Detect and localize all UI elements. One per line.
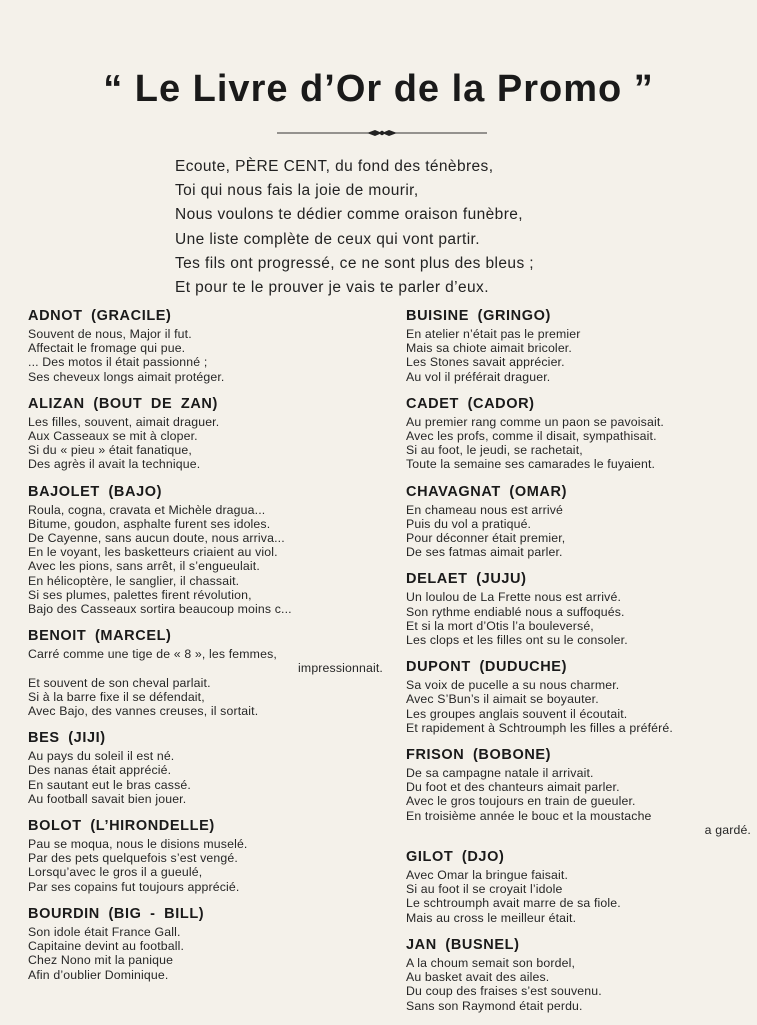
entry-frison	[406, 747, 751, 837]
entry-name: CADET (CADOR)	[406, 395, 535, 412]
entry-buisine	[406, 308, 751, 384]
entry-line: Au pays du soleil il est né.	[28, 749, 175, 764]
entry-line: Sa voix de pucelle a su nous charmer.	[406, 678, 620, 693]
entry-line: Et souvent de son cheval parlait.	[28, 675, 211, 690]
entry-line: De ses fatmas aimait parler.	[406, 545, 563, 560]
entry-line: Bajo des Casseaux sortira beaucoup moins c...	[28, 602, 292, 617]
entry-line: En sautant eut le bras cassé.	[28, 777, 191, 792]
entry-benoit	[28, 628, 383, 718]
entry-bajolet	[28, 484, 383, 617]
entry-line: Les groupes anglais souvent il écoutait.	[406, 706, 628, 721]
entry-line: De sa campagne natale il arrivait.	[406, 766, 594, 781]
entry-line: Pour déconner était premier,	[406, 531, 566, 546]
entry-line: Du coup des fraises s’est souvenu.	[406, 984, 602, 999]
entry-line: Si au foot il se croyait l’idole	[406, 882, 563, 897]
entry-line: a gardé.	[704, 822, 751, 837]
entry-line: En chameau nous est arrivé	[406, 502, 564, 517]
entry-jan	[406, 937, 751, 1013]
entry-line: Et si la mort d’Otis l’a bouleversé,	[406, 618, 594, 633]
entry-name: ALIZAN (BOUT DE ZAN)	[28, 395, 218, 412]
entry-line: Carré comme une tige de « 8 », les femmes,	[28, 647, 277, 662]
entry-name: CHAVAGNAT (OMAR)	[406, 483, 567, 500]
entry-line: Les filles, souvent, aimait draguer.	[28, 414, 220, 429]
entry-line: Par ses copains fut toujours apprécié.	[28, 879, 240, 894]
entry-gilot	[406, 849, 751, 925]
entry-name: BOURDIN (BIG - BILL)	[28, 905, 205, 922]
entry-line: Pau se moqua, nous le disions muselé.	[28, 837, 248, 852]
entry-line: Les clops et les filles ont su le consoler.	[406, 633, 628, 648]
entry-line: Mais sa chiote aimait bricoler.	[406, 341, 572, 356]
entry-dupont	[406, 659, 751, 735]
poem-line: Tes fils ont progressé, ce ne sont plus des bleus ;	[175, 254, 535, 272]
entry-line: En le voyant, les basketteurs criaient au viol.	[28, 545, 278, 560]
entry-line: Au premier rang comme un paon se pavoisait.	[406, 414, 664, 429]
entry-name: GILOT (DJO)	[406, 849, 505, 866]
entry-line: Si au foot, le jeudi, se rachetait,	[406, 443, 583, 458]
entry-line: Puis du vol a pratiqué.	[406, 516, 532, 531]
entry-chavagnat	[406, 484, 751, 560]
entry-adnot	[28, 308, 383, 384]
entry-alizan	[28, 396, 383, 472]
entry-line: ... Des motos il était passionné ;	[28, 355, 208, 370]
entry-line: Capitaine devint au football.	[28, 939, 185, 954]
entry-line: Un loulou de La Frette nous est arrivé.	[406, 590, 622, 605]
right-column	[406, 308, 751, 1025]
entry-line: Chez Nono mit la panique	[28, 953, 174, 968]
entry-line: Affectait le fromage qui pue.	[28, 341, 186, 356]
entry-line: Bitume, goudon, asphalte furent ses idoles.	[28, 516, 271, 531]
entry-line: Sans son Raymond était perdu.	[406, 998, 583, 1013]
entry-line: Si du « pieu » était fanatique,	[28, 443, 192, 458]
entry-line: Lorsqu’avec le gros il a gueulé,	[28, 865, 203, 880]
entry-line: Avec Bajo, des vannes creuses, il sortait.	[28, 704, 259, 719]
entry-name: BOLOT (L’HIRONDELLE)	[28, 818, 215, 835]
entry-cadet	[406, 396, 751, 472]
entry-line: En hélicoptère, le sanglier, il chassait.	[28, 573, 240, 588]
entry-line: Des agrès il avait la technique.	[28, 457, 201, 472]
entry-line: Avec les profs, comme il disait, sympathisait.	[406, 429, 657, 444]
entry-line: Avec les pions, sans arrêt, il s’engueulait.	[28, 559, 260, 574]
entry-line: Au basket avait des ailes.	[406, 970, 550, 985]
entry-line: Au football savait bien jouer.	[28, 791, 187, 806]
entry-line: Roula, cogna, cravata et Michèle dragua...	[28, 502, 266, 517]
entry-line: Au vol il préférait draguer.	[406, 369, 551, 384]
entry-line: Aux Casseaux se mit à cloper.	[28, 429, 198, 444]
entry-line: En troisième année le bouc et la moustache	[406, 808, 652, 823]
entry-line: Toute la semaine ses camarades le fuyaient.	[406, 457, 656, 472]
entry-name: DUPONT (DUDUCHE)	[406, 659, 568, 676]
entry-line: En atelier n’était pas le premier	[406, 327, 581, 341]
entry-bolot	[28, 818, 383, 894]
entry-line: Par des pets quelquefois s’est vengé.	[28, 851, 238, 866]
entry-line: Le schtroumph avait marre de sa fiole.	[406, 896, 621, 911]
entry-line: A la choum semait son bordel,	[406, 955, 576, 970]
entry-line: Avec le gros toujours en train de gueuler.	[406, 794, 636, 809]
poem-line: Toi qui nous fais la joie de mourir,	[175, 182, 419, 200]
entry-line: Avec S’Bun’s il aimait se boyauter.	[406, 692, 599, 707]
entry-line: Afin d’oublier Dominique.	[28, 967, 169, 982]
entry-name: DELAET (JUJU)	[406, 571, 527, 588]
entry-line: Les Stones savait apprécier.	[406, 355, 565, 370]
entry-line: Ses cheveux longs aimait protéger.	[28, 369, 225, 384]
entry-name: JAN (BUSNEL)	[406, 936, 520, 953]
entry-line: Son rythme endiablé nous a suffoqués.	[406, 604, 625, 619]
entry-name: BAJOLET (BAJO)	[28, 483, 163, 500]
entry-name: BES (JIJI)	[28, 730, 106, 747]
entry-line: Des nanas était apprécié.	[28, 763, 172, 778]
entry-line: Son idole était France Gall.	[28, 924, 181, 939]
ornament-divider	[277, 126, 487, 140]
poem-line: Une liste complète de ceux qui vont partir.	[175, 230, 480, 248]
entry-line: Du foot et des chanteurs aimait parler.	[406, 780, 620, 795]
entry-line: Mais au cross le meilleur était.	[406, 910, 577, 925]
entry-bes	[28, 730, 383, 806]
left-column	[28, 308, 383, 994]
entry-line: De Cayenne, sans aucun doute, nous arriva...	[28, 531, 285, 546]
entry-line: Si à la barre fixe il se défendait,	[28, 689, 205, 704]
entry-line: impressionnait.	[298, 661, 383, 676]
entry-delaet	[406, 571, 751, 647]
poem-line: Nous voulons te dédier comme oraison funèbre,	[175, 206, 523, 224]
entry-name: BENOIT (MARCEL)	[28, 628, 172, 645]
entry-name: FRISON (BOBONE)	[406, 747, 552, 764]
entry-line: Souvent de nous, Major il fut.	[28, 327, 192, 341]
poem-line: Ecoute, PÈRE CENT, du fond des ténèbres,	[175, 158, 494, 175]
entry-name: ADNOT (GRACILE)	[28, 308, 172, 324]
page-title: “ Le Livre d’Or de la Promo ”	[103, 68, 654, 110]
poem-line: Et pour te le prouver je vais te parler d’eux.	[175, 279, 489, 297]
entry-line: Et rapidement à Schtroumph les filles a préféré.	[406, 720, 673, 735]
dedication-poem	[175, 155, 635, 300]
entry-name: BUISINE (GRINGO)	[406, 308, 551, 324]
entry-bourdin	[28, 906, 383, 982]
entry-line: Si ses plumes, palettes firent révolution,	[28, 587, 252, 602]
entry-line: Avec Omar la bringue faisait.	[406, 868, 569, 883]
